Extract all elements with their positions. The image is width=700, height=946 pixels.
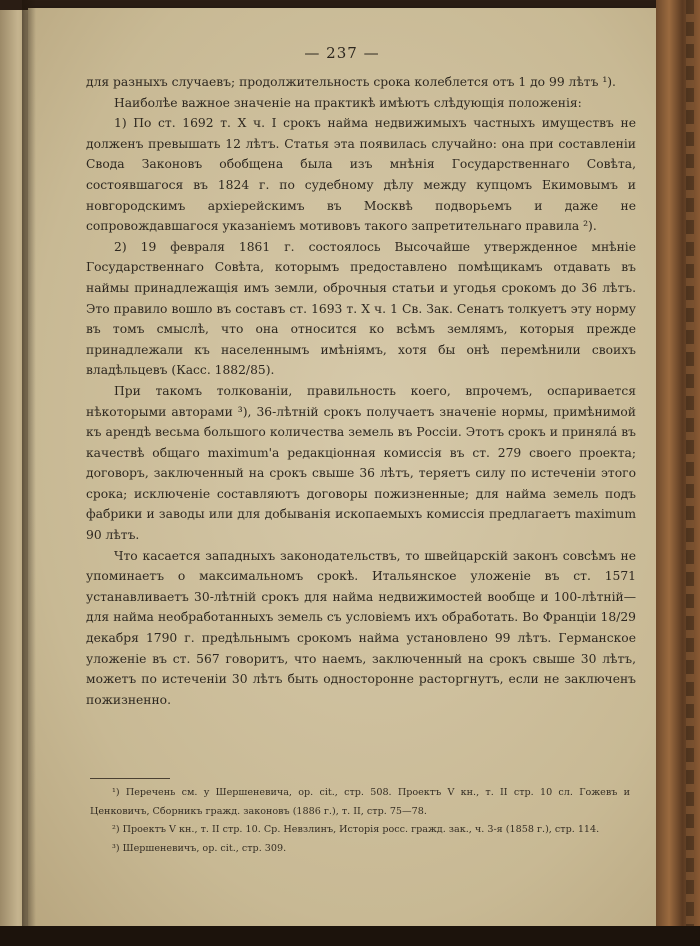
paragraph: для разныхъ случаевъ; продолжительность срока колеблется отъ 1 до 99 лѣтъ ¹).	[86, 75, 616, 89]
footnote: ³) Шершеневичъ, ор. cit., стр. 309.	[112, 842, 287, 854]
paragraph: Наиболѣе важное значеніе на практикѣ имѣютъ слѣдующія положенія:	[114, 95, 582, 110]
binding-texture	[686, 0, 694, 946]
book-page	[28, 8, 656, 926]
paragraph: Что касается западныхъ законодательствъ, то швейцарскій законъ совсѣмъ не упоминаетъ о максимальномъ срокѣ. Итальянское уложеніе въ ст. 1571 устанавливаетъ 30-лѣтній срокъ для найма недвижимостей вообще и 100-лѣтній—для найма необработанныхъ земель съ условіемъ ихъ обработать. Во Франціи 18/29 декабря 1790 г. предѣльнымъ срокомъ найма установлено 99 лѣтъ. Германское уложеніе въ ст. 567 говоритъ, что наемъ, заключенный на срокъ свыше 30 лѣтъ, можетъ по истеченіи 30 лѣтъ быть односторонне расторгнутъ, если не заключенъ пожизненно.	[86, 548, 636, 707]
page-number: — 237 —	[304, 44, 380, 62]
spine-shadow	[22, 0, 36, 946]
paragraph: 2) 19 февраля 1861 г. состоялось Высочайше утвержденное мнѣніе Государственнаго Совѣта, которымъ предоставлено помѣщикамъ отдавать въ наймы принадлежащія имъ земли, оброчныя статьи и угодья срокомъ до 36 лѣтъ. Это правило вошло въ составъ ст. 1693 т. X ч. 1 Св. Зак. Сенатъ толкуетъ эту норму въ томъ смыслѣ, что она относится ко всѣмъ землямъ, которыя прежде принадлежали къ населеннымъ имѣніямъ, хотя бы онѣ перемѣнили своихъ владѣльцевъ (Касс. 1882/85).	[86, 239, 636, 378]
bottom-edge	[0, 926, 700, 946]
body-text	[86, 72, 636, 710]
paragraph: При такомъ толкованіи, правильность коего, впрочемъ, оспаривается нѣкоторыми авторами ³), 36-лѣтній срокъ получаетъ значеніе нормы, примѣнимой къ арендѣ весьма большого количества земель въ Россіи. Этотъ срокъ и принялá въ качествѣ общаго maximum'a редакціонная комиссія въ ст. 279 своего проекта; договоръ, заключенный на срокъ свыше 36 лѣтъ, теряетъ силу по истеченіи этого срока; исключеніе составляютъ договоры пожизненные; для найма земель подъ фабрики и заводы или для добыванія ископаемыхъ комиссія предлагаетъ maximum 90 лѣтъ.	[86, 383, 636, 543]
footnote: ²) Проектъ V кн., т. II стр. 10. Ср. Невзлинъ, Исторія росс. гражд. зак., ч. 3-я (1858 г.), стр. 114.	[112, 824, 600, 836]
footnotes	[90, 784, 630, 858]
footnote: ¹) Перечень см. у Шершеневича, ор. cit., стр. 508. Проектъ V кн., т. II стр. 10 сл. Гожевъ и Ценковичъ, Сборникъ гражд. законовъ (1886 г.), т. II, стр. 75—78.	[90, 787, 630, 817]
footnote-divider	[90, 778, 170, 779]
paragraph: 1) По ст. 1692 т. X ч. I срокъ найма недвижимыхъ частныхъ имуществъ не долженъ превышать 12 лѣтъ. Статья эта появилась случайно: она при составленіи Свода Законовъ обобщена была изъ мнѣнія Государственнаго Совѣта, состоявшагося въ 1824 г. по судебному дѣлу между купцомъ Екимовымъ и новгородскимъ архіерейскимъ въ Москвѣ подворьемъ и даже не сопровождавшагося указаніемъ мотивовъ такого запретительнаго правила ²).	[86, 116, 636, 234]
